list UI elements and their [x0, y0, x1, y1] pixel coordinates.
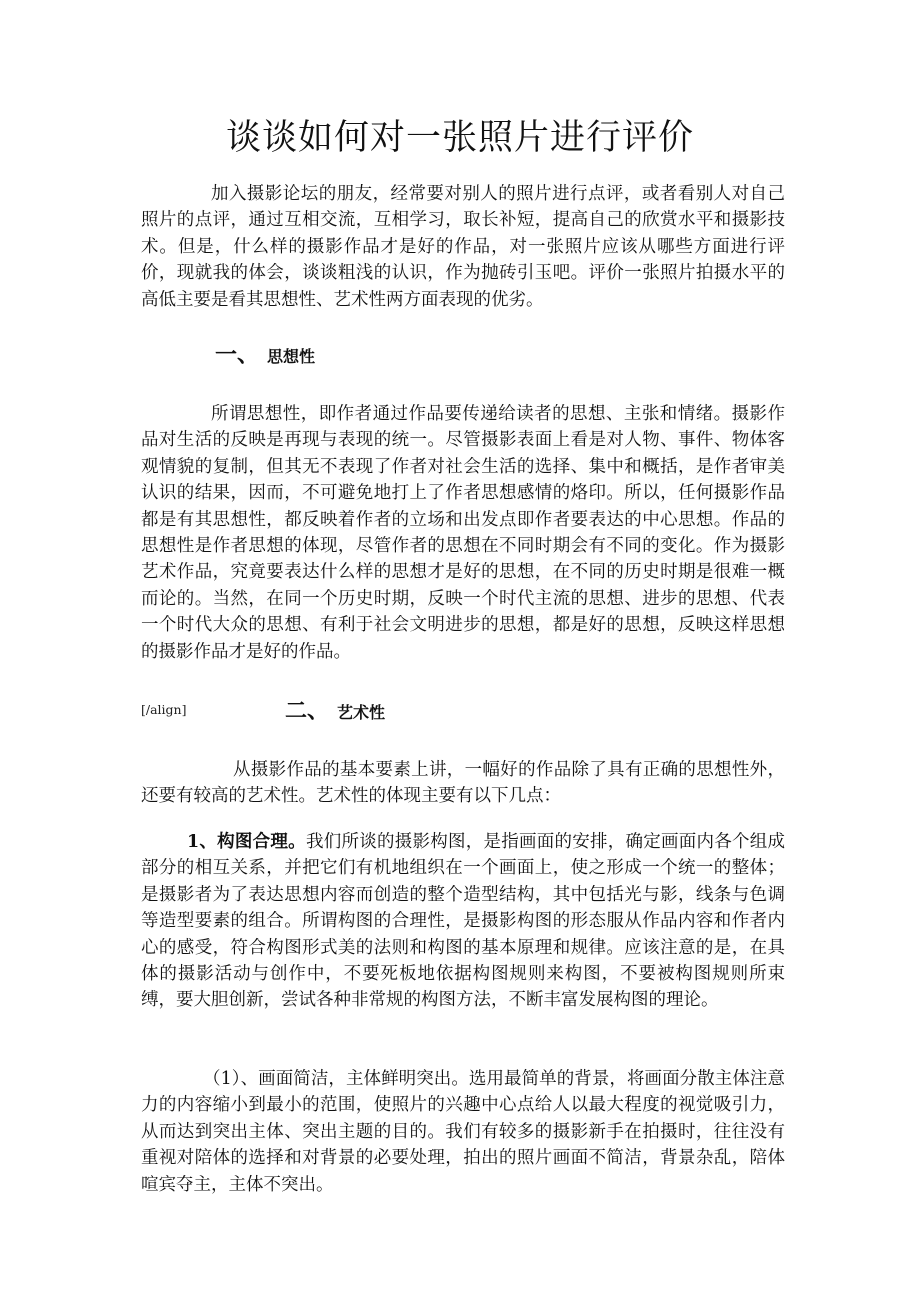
section-label: 艺术性	[337, 703, 386, 722]
document-title: 谈谈如何对一张照片进行评价	[225, 118, 694, 158]
composition-body: 我们所谈的摄影构图，是指画面的安排，确定画面内各个组成部分的相互关系，并把它们有机地组织在一个画面上，使之形成一个统一的整体；是摄影者为了表达思想内容而创造的整个造型结构，其中包括光与影，线条与色调等造型要素的组合。所谓构图的合理性，是摄影构图的形态服从作品内容和作者内心的感受，符合构图形式美的法则和构图的基本原理和规律。应该注意的是，在具体的摄影活动与创作中，不要死板地依据构图规则来构图，不要被构图规则所束缚，要大胆创新，尝试各种非常规的构图方法，不断丰富发展构图的理论。	[141, 832, 786, 1011]
thought-paragraph: 所谓思想性，即作者通过作品要传递给读者的思想、主张和情绪。摄影作品对生活的反映是再现与表现的统一。尽管摄影表面上看是对人物、事件、物体客观情貌的复制，但其无不表现了作者对社会生活的选择、集中和概括，是作者审美认识的结果，因而，不可避免地打上了作者思想感情的烙印。所以，任何摄影作品都是有其思想性，都反映着作者的立场和出发点即作者要表达的中心思想。作品的思想性是作者思想的体现，尽管作者的思想在不同时期会有不同的变化。作为摄影艺术作品，究竟要表达什么样的思想才是好的思想，在不同的历史时期是很难一概而论的。当然，在同一个历史时期，反映一个时代主流的思想、进步的思想、代表一个时代大众的思想、有利于社会文明进步的思想，都是好的思想，反映这样思想的摄影作品才是好的作品。	[141, 404, 785, 662]
section-number: 二、	[285, 698, 330, 724]
intro-paragraph: 加入摄影论坛的朋友，经常要对别人的照片进行点评，或者看别人对自己照片的点评，通过互相交流，互相学习，取长补短，提高自己的欣赏水平和摄影技术。但是，什么样的摄影作品才是好的作品，对一张照片应该从哪些方面进行评价，现就我的体会，谈谈粗浅的认识，作为抛砖引玉吧。评价一张照片拍摄水平的高低主要是看其思想性、艺术性两方面表现的优劣。	[141, 184, 785, 310]
section-number: 一、	[215, 342, 260, 368]
section-label: 思想性	[267, 347, 316, 366]
section-heading-thought	[215, 342, 315, 370]
composition-paragraph	[141, 829, 785, 1014]
align-tag: [/align]	[141, 702, 187, 717]
simplicity-paragraph: （1）、画面简洁，主体鲜明突出。选用最简单的背景，将画面分散主体注意力的内容缩小到最小的范围，使照片的兴趣中心点给人以最大程度的视觉吸引力，从而达到突出主体、突出主题的目的。我们有较多的摄影新手在拍摄时，往往没有重视对陪体的选择和对背景的必要处理，拍出的照片画面不简洁，背景杂乱，陪体喧宾夺主，主体不突出。	[141, 1069, 785, 1195]
composition-lead: 1、构图合理。	[187, 832, 306, 852]
section-heading-art	[285, 698, 385, 726]
art-intro-paragraph: 从摄影作品的基本要素上讲，一幅好的作品除了具有正确的思想性外，还要有较高的艺术性。艺术性的体现主要有以下几点：	[141, 760, 785, 807]
